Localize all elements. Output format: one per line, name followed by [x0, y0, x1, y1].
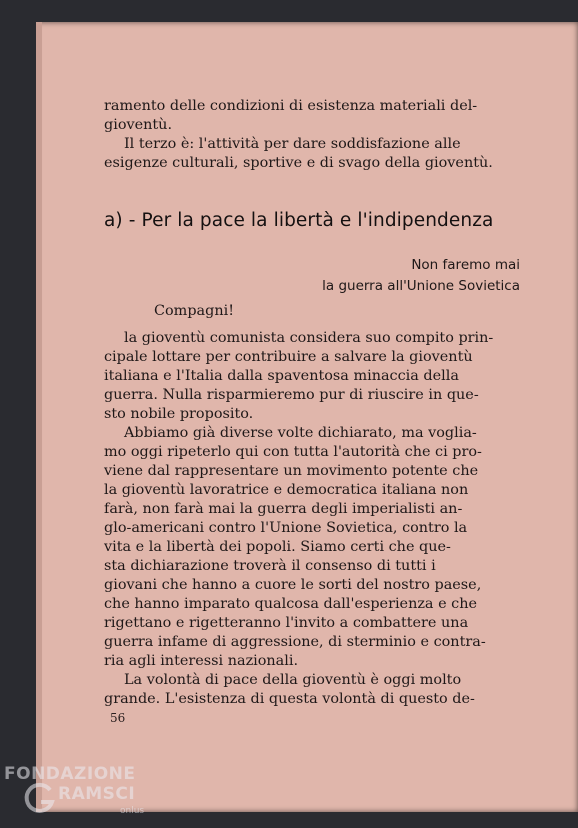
- text-line: italiana e l'Italia dalla spaventosa minaccia della: [104, 368, 459, 384]
- text-line: ramento delle condizioni di esistenza materiali del-: [104, 98, 478, 114]
- epigraph: [322, 255, 520, 297]
- salutation: Compagni!: [154, 303, 234, 319]
- text-line: cipale lottare per contribuire a salvare la gioventù: [104, 349, 473, 365]
- text-line: che hanno imparato qualcosa dall'esperienza e che: [104, 596, 478, 612]
- text-line: gioventù.: [104, 117, 173, 133]
- text-line: la gioventù lavoratrice e democratica italiana non: [104, 482, 469, 498]
- text-line: mo oggi ripeterlo qui con tutta l'autorità che ci pro-: [104, 444, 482, 460]
- text-line: grande. L'esistenza di questa volontà di questo de-: [104, 691, 475, 707]
- text-line: rigettano e rigetteranno l'invito a combattere una: [104, 615, 469, 631]
- text-line: sta dichiarazione troverà il consenso di tutti i: [104, 558, 436, 574]
- top-text-block: [104, 97, 520, 173]
- epigraph-line: la guerra all'Unione Sovietica: [322, 278, 520, 294]
- text-line: guerra infame di aggressione, di sterminio e contra-: [104, 634, 486, 650]
- section-heading: a) - Per la pace la libertà e l'indipendenza: [104, 210, 494, 231]
- watermark-line: FONDAZIONE: [4, 764, 136, 784]
- watermark-logo: [4, 764, 164, 824]
- text-line: ria agli interessi nazionali.: [104, 653, 299, 669]
- text-line: vita e la libertà dei popoli. Siamo certi che que-: [104, 539, 451, 555]
- watermark-line: RAMSCI: [58, 784, 136, 804]
- text-line: sto nobile proposito.: [104, 406, 254, 422]
- text-line: giovani che hanno a cuore le sorti del nostro paese,: [104, 577, 482, 593]
- gramsci-g-icon: [22, 782, 56, 816]
- page-number: 56: [110, 711, 126, 725]
- text-line: viene dal rappresentare un movimento potente che: [104, 463, 479, 479]
- text-line: glo-americani contro l'Unione Sovietica, contro la: [104, 520, 468, 536]
- text-line: Abbiamo già diverse volte dichiarato, ma voglia-: [124, 425, 477, 441]
- body-text: [104, 329, 520, 709]
- text-line: farà, non farà mai la guerra degli imperialisti an-: [104, 501, 463, 517]
- page-binding-edge: [36, 22, 42, 812]
- watermark-line: onlus: [120, 806, 145, 816]
- text-line: Il terzo è: l'attività per dare soddisfazione alle: [124, 136, 461, 152]
- text-line: La volontà di pace della gioventù è oggi molto: [124, 672, 462, 688]
- text-line: esigenze culturali, sportive e di svago della gioventù.: [104, 155, 493, 171]
- text-line: la gioventù comunista considera suo compito prin-: [124, 330, 494, 346]
- epigraph-line: Non faremo mai: [411, 257, 520, 273]
- text-line: guerra. Nulla risparmieremo pur di riuscire in que-: [104, 387, 479, 403]
